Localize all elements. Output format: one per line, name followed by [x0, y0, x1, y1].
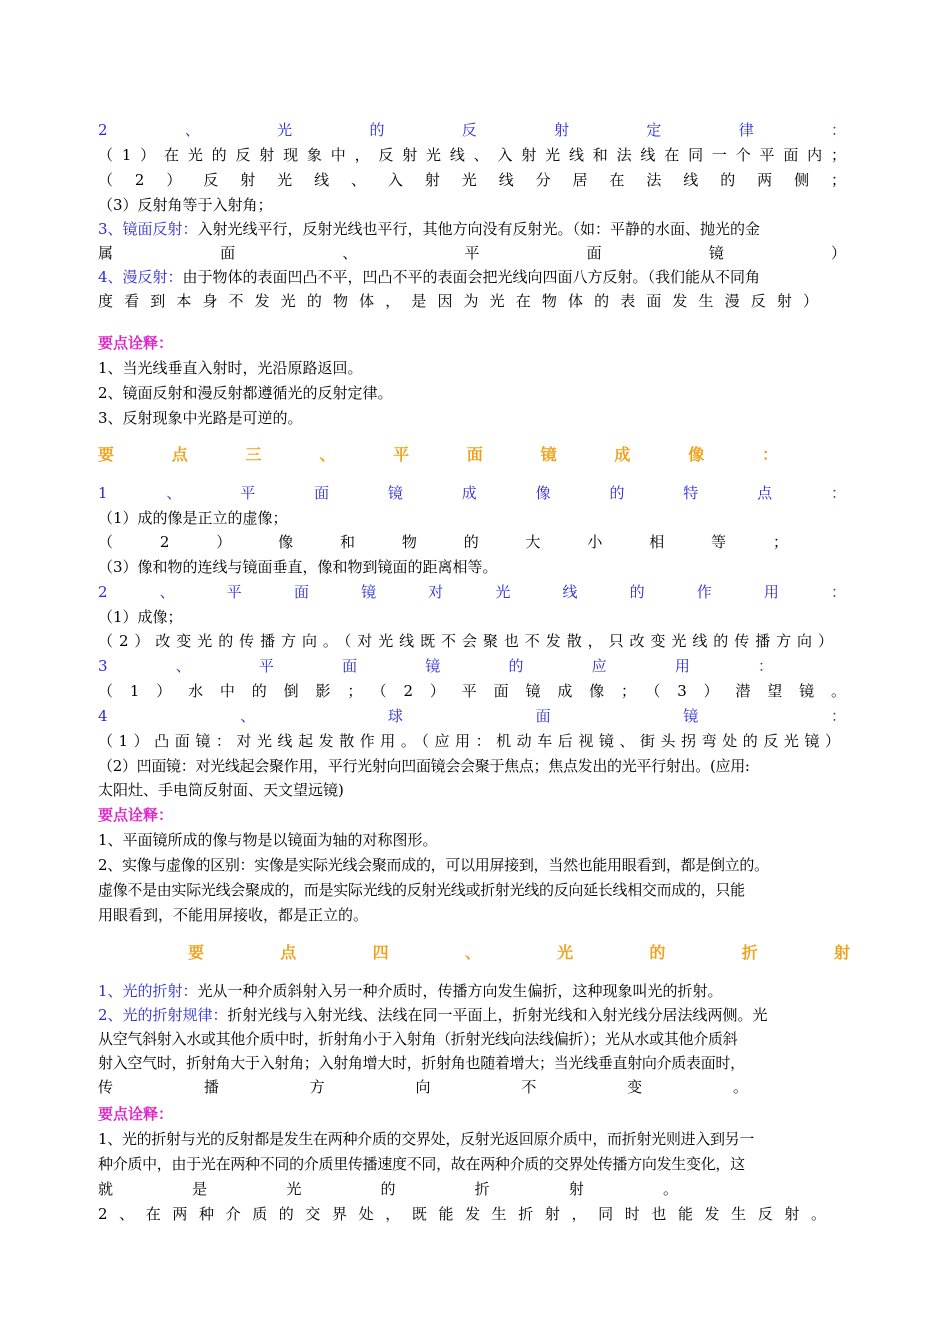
notes-3-item-1-end: 就是光的折射。 [98, 1180, 678, 1198]
notes-2-item-2-end: 用眼看到，不能用屏接收，都是正立的。 [98, 906, 369, 924]
notes-3-item-1: 1、光的折射与光的反射都是发生在两种介质的交界处，反射光返回原介质中，而折射光则进入到另一 [98, 1130, 755, 1148]
spherical-mirror-heading: 4、球面镜： [98, 707, 846, 725]
diffuse-reflection-label: 4、漫反射： [98, 268, 183, 286]
plane-mirror-function-heading: 2、平面镜对光线的作用： [98, 583, 846, 601]
plane-mirror-function-2: （2）改变光的传播方向。（对光线既不会聚也不发散，只改变光线的传播方向） [98, 632, 833, 650]
diffuse-reflection-line [98, 266, 858, 288]
reflection-law-item-2: （2）反射光线、入射光线分居在法线的两侧； [98, 171, 846, 189]
convex-mirror-text: （1）凸面镜：对光线起发散作用。（应用：机动车后视镜、街头拐弯处的反光镜） [98, 732, 840, 750]
notes-1-item-3: 3、反射现象中光路是可逆的。 [98, 409, 303, 427]
notes-2-item-1: 1、平面镜所成的像与物是以镜面为轴的对称图形。 [98, 831, 438, 849]
notes-3-item-2: 2、在两种介质的交界处，既能发生折射，同时也能发生反射。 [98, 1205, 826, 1223]
specular-reflection-text: 入射光线平行，反射光线也平行，其他方向没有反射光。（如：平静的水面、抛光的金 [197, 220, 761, 238]
refraction-law-line-1 [98, 1004, 858, 1026]
plane-mirror-applications: （1）水中的倒影；（2）平面镜成像；（3）潜望镜。 [98, 682, 846, 700]
refraction-law-line-3: 射入空气时，折射角大于入射角；入射角增大时，折射角也随着增大；当光线垂直射向介质表面时， [98, 1054, 745, 1072]
refraction-section-heading: 要点四、光的折射 [188, 943, 850, 962]
refraction-definition-label: 1、光的折射： [98, 982, 198, 1000]
refraction-law-label: 2、光的折射规律： [98, 1006, 228, 1024]
notes-heading-3: 要点诠释： [98, 1105, 174, 1123]
refraction-definition [98, 980, 846, 1002]
notes-1-item-1: 1、当光线垂直入射时，光沿原路返回。 [98, 359, 363, 377]
plane-mirror-feature-2: （2）像和物的大小相等； [98, 533, 788, 551]
reflection-law-item-1: （1）在光的反射现象中，反射光线、入射光线和法线在同一个平面内； [98, 146, 846, 164]
reflection-law-item-3: （3）反射角等于入射角； [98, 196, 273, 214]
refraction-law-line-2: 从空气斜射入水或其他介质中时，折射角小于入射角（折射光线向法线偏折）；光从水或其他介质斜 [98, 1030, 738, 1048]
notes-heading-2: 要点诠释： [98, 806, 174, 824]
notes-heading-1: 要点诠释： [98, 334, 174, 352]
plane-mirror-features-heading: 1、平面镜成像的特点： [98, 484, 846, 502]
notes-1-item-2: 2、镜面反射和漫反射都遵循光的反射定律。 [98, 384, 393, 402]
diffuse-reflection-text: 由于物体的表面凹凸不平，凹凸不平的表面会把光线向四面八方反射。（我们能从不同角 [182, 268, 761, 286]
notes-2-item-2: 2、实像与虚像的区别：实像是实际光线会聚而成的，可以用屏接到，当然也能用眼看到，都是倒立的。 [98, 856, 769, 874]
diffuse-reflection-line-2: 度看到本身不发光的物体，是因为光在物体的表面发生漫反射） [98, 292, 818, 310]
specular-reflection-line-2: 属面、平面镜） [98, 244, 846, 262]
concave-mirror-text: （2）凹面镜：对光线起会聚作用，平行光射向凹面镜会会聚于焦点；焦点发出的光平行射出。(应用: [98, 757, 750, 775]
plane-mirror-feature-3: （3）像和物的连线与镜面垂直，像和物到镜面的距离相等。 [98, 558, 498, 576]
reflection-law-heading: 2、光的反射定律： [98, 121, 846, 139]
specular-reflection-label: 3、镜面反射： [98, 220, 198, 238]
refraction-definition-text: 光从一种介质斜射入另一种介质时，传播方向发生偏折，这种现象叫光的折射。 [197, 982, 723, 1000]
concave-mirror-text-2: 太阳灶、手电筒反射面、天文望远镜) [98, 781, 344, 799]
plane-mirror-function-1: （1）成像； [98, 608, 183, 626]
plane-mirror-section-heading: 要点三、平面镜成像： [98, 445, 778, 464]
refraction-law-line-4: 传播方向不变。 [98, 1078, 748, 1096]
notes-2-item-2-cont: 虚像不是由实际光线会聚成的，而是实际光线的反射光线或折射光线的反向延长线相交而成的，只能 [98, 881, 745, 899]
plane-mirror-feature-1: （1）成的像是正立的虚像； [98, 509, 288, 527]
notes-3-item-1-cont: 种介质中，由于光在两种不同的介质里传播速度不同，故在两种介质的交界处传播方向发生变化，这 [98, 1155, 745, 1173]
specular-reflection-line [98, 218, 858, 240]
refraction-law-text: 折射光线与入射光线、法线在同一平面上，折射光线和入射光线分居法线两侧。光 [227, 1006, 768, 1024]
plane-mirror-application-heading: 3、平面镜的应用： [98, 657, 773, 675]
